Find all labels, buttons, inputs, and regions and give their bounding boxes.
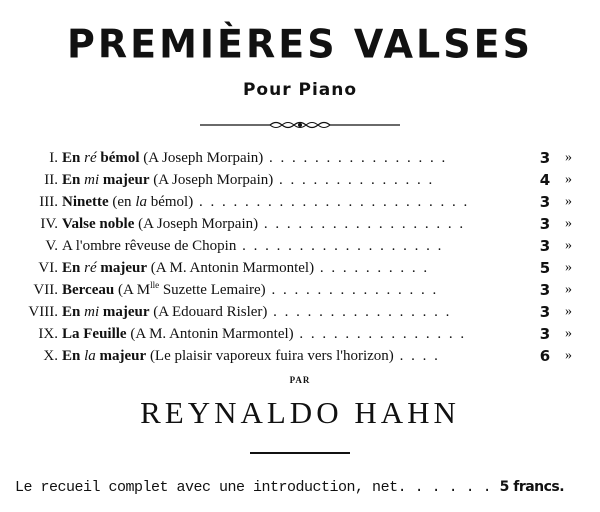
toc-title: Ninette (en la bémol) . . . . . . . . . . . . . . . . . . . . . . . . bbox=[62, 194, 470, 210]
toc-title: Valse noble (A Joseph Morpain) . . . . . . . . . . . . . . . . . . bbox=[62, 216, 466, 232]
divider-rule bbox=[250, 452, 350, 454]
toc-number: II. bbox=[44, 172, 58, 188]
toc-number: V. bbox=[45, 238, 58, 254]
toc-leader: . . . . . . . . . . . . . . . . . . bbox=[236, 238, 444, 254]
toc-number: VII. bbox=[33, 282, 58, 298]
toc-leader: . . . . . . . . . . bbox=[314, 260, 430, 276]
toc-number: VIII. bbox=[28, 304, 58, 320]
toc-mark: » bbox=[565, 150, 572, 165]
toc-mark: » bbox=[565, 194, 572, 209]
price-value: 5 francs. bbox=[499, 479, 565, 495]
toc-leader: . . . . . . . . . . . . . . . bbox=[265, 282, 439, 298]
toc-number: IV. bbox=[40, 216, 58, 232]
toc-page-number: 6 bbox=[539, 347, 551, 365]
toc-page-number: 3 bbox=[539, 303, 551, 321]
toc-title: En ré majeur (A M. Antonin Marmontel) . . . . . . . . . . bbox=[62, 260, 430, 276]
toc-mark: » bbox=[565, 304, 572, 319]
contents-list bbox=[0, 147, 600, 367]
toc-row bbox=[0, 169, 600, 191]
toc-title: Berceau (A $M^{lle}$ Suzette Lemaire) . . . . . . . . . . . . . . . bbox=[62, 280, 439, 298]
toc-mark: » bbox=[565, 326, 572, 341]
toc-page-number: 3 bbox=[539, 149, 551, 167]
toc-row bbox=[0, 345, 600, 367]
toc-leader: . . . . . . . . . . . . . . . bbox=[293, 326, 467, 342]
toc-row bbox=[0, 213, 600, 235]
toc-mark: » bbox=[565, 216, 572, 231]
toc-page-number: 5 bbox=[539, 259, 551, 277]
toc-number: IX. bbox=[38, 326, 58, 342]
toc-page-number: 3 bbox=[539, 281, 551, 299]
toc-title: En la majeur (Le plaisir vaporeux fuira vers l'horizon) . . . . bbox=[62, 348, 440, 364]
toc-mark: » bbox=[565, 260, 572, 275]
toc-page-number: 3 bbox=[539, 215, 551, 233]
toc-leader: . . . . . . . . . . . . . . . . . . bbox=[258, 216, 466, 232]
composer-name: REYNALDO HAHN bbox=[140, 395, 460, 430]
toc-row bbox=[0, 147, 600, 169]
ornament-divider bbox=[200, 118, 400, 132]
toc-mark: » bbox=[565, 238, 572, 253]
score-title: PREMIÈRES VALSES bbox=[67, 21, 533, 67]
toc-leader: . . . . bbox=[393, 348, 440, 364]
toc-number: III. bbox=[39, 194, 58, 210]
toc-title: La Feuille (A M. Antonin Marmontel) . . . . . . . . . . . . . . . bbox=[62, 326, 467, 342]
toc-page-number: 3 bbox=[539, 325, 551, 343]
toc-leader: . . . . . . . . . . . . . . . . bbox=[263, 150, 448, 166]
price-line bbox=[15, 479, 564, 496]
toc-number: VI. bbox=[38, 260, 58, 276]
toc-page-number: 3 bbox=[539, 193, 551, 211]
toc-row bbox=[0, 191, 600, 213]
toc-leader: . . . . . . . . . . . . . . bbox=[273, 172, 435, 188]
toc-title: En ré bémol (A Joseph Morpain) . . . . . . . . . . . . . . . . bbox=[62, 150, 448, 166]
toc-page-number: 4 bbox=[539, 171, 551, 189]
toc-row bbox=[0, 323, 600, 345]
toc-row bbox=[0, 301, 600, 323]
toc-leader: . . . . . . . . . . . . . . . . . . . . . . . . bbox=[193, 194, 470, 210]
toc-mark: » bbox=[565, 282, 572, 297]
toc-page-number: 3 bbox=[539, 237, 551, 255]
toc-number: I. bbox=[49, 150, 58, 166]
toc-title: En mi majeur (A Edouard Risler) . . . . . . . . . . . . . . . . bbox=[62, 304, 452, 320]
toc-row bbox=[0, 235, 600, 257]
toc-number: X. bbox=[43, 348, 58, 364]
toc-row bbox=[0, 257, 600, 279]
toc-row bbox=[0, 279, 600, 301]
byline-par: PAR bbox=[289, 375, 311, 385]
price-line-text: Le recueil complet avec une introduction, net. . . . . . bbox=[15, 479, 492, 496]
toc-mark: » bbox=[565, 348, 572, 363]
score-subtitle: Pour Piano bbox=[242, 80, 358, 100]
toc-mark: » bbox=[565, 172, 572, 187]
toc-title: A l'ombre rêveuse de Chopin . . . . . . . . . . . . . . . . . . bbox=[62, 238, 444, 254]
toc-leader: . . . . . . . . . . . . . . . . bbox=[267, 304, 452, 320]
toc-title: En mi majeur (A Joseph Morpain) . . . . . . . . . . . . . . bbox=[62, 172, 435, 188]
